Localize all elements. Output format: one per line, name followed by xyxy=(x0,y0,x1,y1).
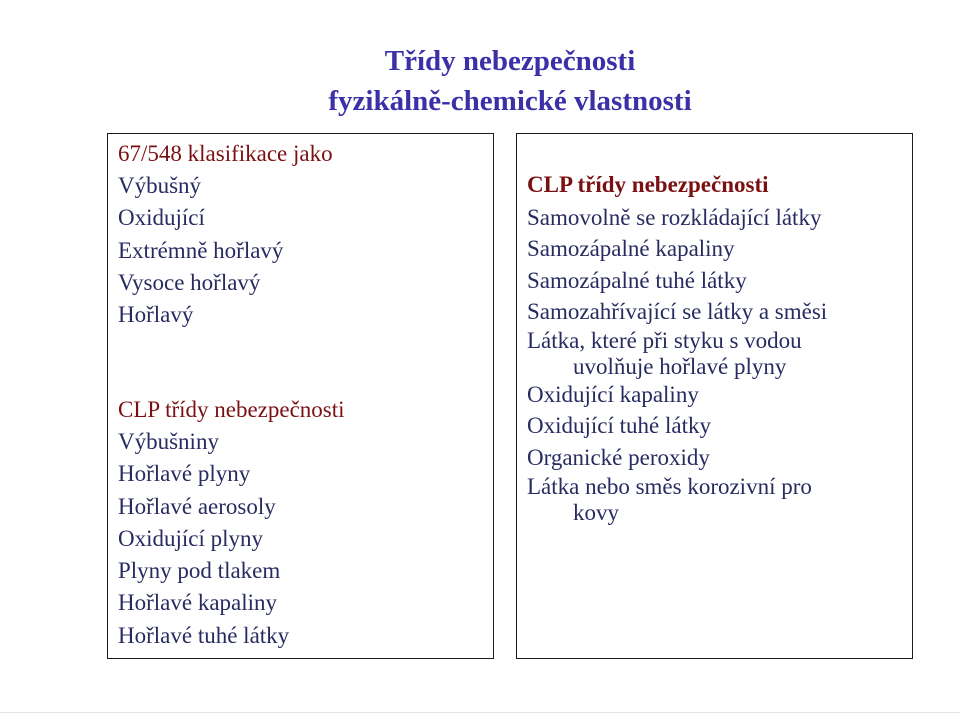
clp-classes-list-left xyxy=(118,426,289,652)
dsd-classification-list xyxy=(118,170,283,331)
list-item: Hořlavé plyny xyxy=(118,461,251,487)
list-item: Oxidující xyxy=(118,205,205,231)
list-item: Výbušný xyxy=(118,173,202,198)
clp-classes-heading-right: CLP třídy nebezpečnosti xyxy=(527,172,769,197)
list-item: Oxidující tuhé látky xyxy=(527,413,711,439)
list-item: Samovolně se rozkládající látky xyxy=(527,205,822,230)
list-item: Výbušniny xyxy=(118,429,219,454)
list-item xyxy=(527,473,827,525)
list-item-continuation: kovy xyxy=(573,500,619,526)
list-item xyxy=(527,327,827,379)
divider xyxy=(0,712,960,713)
list-item: Hořlavý xyxy=(118,302,194,328)
list-item: Organické peroxidy xyxy=(527,444,710,470)
list-item: Oxidující kapaliny xyxy=(527,382,699,408)
page-title: Třídy nebezpečnosti xyxy=(384,45,636,77)
page-subtitle: fyzikálně-chemické vlastnosti xyxy=(328,85,692,117)
clp-classes-heading-left: CLP třídy nebezpečnosti xyxy=(118,397,345,422)
list-item: Vysoce hořlavý xyxy=(118,269,261,295)
list-item-line: Látka, které při styku s vodou xyxy=(527,328,802,354)
list-item: Samozahřívající se látky a směsi xyxy=(527,298,828,324)
list-item-line: Látka nebo směs korozivní pro xyxy=(527,474,812,500)
list-item: Samozápalné kapaliny xyxy=(527,236,735,262)
list-item-continuation: uvolňuje hořlavé plyny xyxy=(573,354,787,380)
list-item: Extrémně hořlavý xyxy=(118,237,284,263)
list-item: Hořlavé tuhé látky xyxy=(118,622,290,648)
clp-classes-list-right xyxy=(527,202,827,525)
list-item: Oxidující plyny xyxy=(118,525,264,551)
list-item: Hořlavé aerosoly xyxy=(118,493,276,519)
list-item: Samozápalné tuhé látky xyxy=(527,267,747,293)
dsd-classification-heading: 67/548 klasifikace jako xyxy=(118,141,333,166)
list-item: Plyny pod tlakem xyxy=(118,558,281,584)
list-item: Hořlavé kapaliny xyxy=(118,590,278,616)
